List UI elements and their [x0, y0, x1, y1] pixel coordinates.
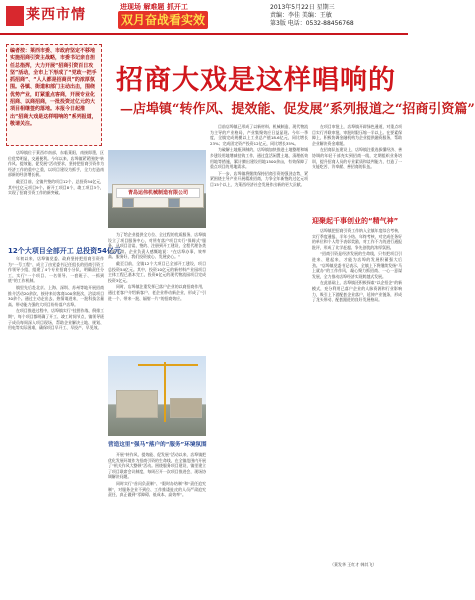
paragraph: 店埠镇位于莱西市南部，东临莱阳，南接即墨，区位优势明显，交通便利。今年以来，店埠镇紧紧围绕“转作风、提效能、促发展”活动要求，坚持把招商引资作为经济工作的重中之重，以项目建设为抓手，全力打造南部新的经济增长极。 [8, 150, 104, 178]
factory-sign: 青岛运伟机械制造有限公司 [116, 188, 200, 198]
date-text: 2013年5月22日 星期三 [270, 4, 335, 11]
column-2-bottom [108, 452, 206, 590]
paragraph: 下一步，店埠镇将继续保持招商引资的强劲态势，紧紧围绕主导产业开展精准招商，力争全年新签约过亿元项目15个以上，为莱西经济社会发展作出新的更大贡献。 [210, 170, 308, 187]
crane-jib [138, 364, 198, 366]
paragraph: 在此基础上，店埠镇还积极探索“以企招企”的新模式，充分利用已落户企业的人脉资源和行业影响力，吸引上下游配套企业落户，延伸产业链条，形成了龙头带动、配套跟进的良好发展格局。 [312, 280, 402, 303]
column-4-bottom [312, 228, 402, 558]
subheadline: —店埠镇“转作风、提效能、促发展”系列报道之“招商引资篇” [120, 102, 475, 117]
column-1-top [8, 150, 104, 244]
paragraph: 在招商队伍建设上，店埠镇注重选拔懂经济、善协调的年轻干部充实到招商一线，定期组织业务培训，提升招商人员的专业素质和谈判能力，打造了一支能吃苦、肯奉献、善招商的队伍。 [312, 147, 402, 170]
column-1-bottom [8, 256, 104, 590]
paragraph: 同时，店埠镇注重发挥已落户企业的以商招商作用，通过老客户介绍新客户、老企业带动新企业，形成了“引进一个、带来一批、辐射一片”的招商效应。 [108, 284, 206, 301]
factory-door [122, 198, 134, 208]
paragraph: “招商引资是经济发展的生命线，只有把项目引进来、建起来，才能为店埠的发展积蓄强大后劲。”店埠镇党委书记表示，全镇上下将继续发扬“马上就办”的工作作风，凝心聚力抓招商、一心一意谋发展，全力推动店埠经济实现跨越式发展。 [312, 251, 402, 279]
section-heading-2: 营造这里“强马”落户的“服务”环境氛围 [108, 442, 207, 448]
author-byline: （莱发华 王红才 韩其飞） [330, 562, 377, 567]
building-frame [170, 398, 202, 418]
paragraph: 为了给企业提供全方位、全过程的优质服务，店埠镇设立了项目服务中心，对所有落户项目实行“保姆式”服务，从项目洽谈、签约、注册到开工建设，全程代理各类审批手续。企业负责人感慨地说：“在店埠办事，效率高、服务好，我们投资放心、发展安心。” [108, 232, 206, 260]
factory-door [168, 198, 180, 208]
editor-text: 责编：李佳 美编：王敏 [270, 12, 332, 19]
dateline [270, 4, 354, 28]
editors-note-label: 编者按： [10, 48, 31, 54]
editors-note-text: 莱西市委、市政府坚定不移地实施招商引资主战略，市委书记亲自担任总指挥，大力开展“招商引资百日攻坚”活动，全市上下形成了“党政一把手抓招商”、“人人都是招商员”的浓厚氛围。各镇、街道和部门主动出击，围绕优势产业，盯紧重点客商，开展专业化招商、以商招商，一批投资过亿元的大项目相继签约落地。本报今日起推出“招商大戏是这样唱响的”系列报道，敬请关注。 [10, 48, 97, 127]
factory-photo [108, 150, 206, 228]
paragraph: 店埠镇把招商引资工作纳入全镇年度综合考核，实行季度通报、半年小结、年终考核，对完成任务好的单位和个人给予表彰奖励，对工作不力的进行通报批评，形成了比学赶超、争先创优的浓厚氛围。 [312, 228, 402, 250]
paragraph: 截至目前，全镇共签约项目12个，总投资54亿元，其中过亿元项目9个。新开工项目8个，竣工项目3个，实现了招商引资工作的新突破。 [8, 178, 104, 196]
paragraph: 截至目前，全镇12个大项目已全部开工建设，项目总投资54亿元。其中，投资10亿元的新材料产业园项目主体工程已基本完工，投资8亿元的现代物流园项目完成投资3亿元。 [108, 260, 206, 283]
paragraph: 年初以来，店埠镇党委、政府坚持把招商引资作为“一号工程”，成立了由党委书记任组长的招商引资工作领导小组，组建了4个专业招商小分队，明确责任分工，实行“一个项目、一名领导、一套班子、一抓到底”的工作机制。 [8, 256, 104, 284]
paragraph: 目前店埠镇已形成了以新材料、机械制造、现代物流为主导的产业格局，产业集聚效应日益显现。今年一季度，全镇完成规模以上工业总产值18.6亿元，同比增长23%；完成固定资产投资12亿元，同比增长35%。 [210, 124, 308, 146]
column-3 [210, 124, 308, 590]
crane-mast [164, 362, 166, 422]
column-2-top [108, 232, 206, 352]
building-frame [116, 390, 158, 418]
slogan-top: 进现场 解难题 抓开工 [120, 3, 188, 11]
masthead [0, 0, 408, 34]
section-heading-3: 迎聚起千事创业的“精气神” [312, 217, 399, 225]
paragraph: 为破解土地瓶颈制约，店埠镇加快推进土地整理和城乡建设用地增减挂钩工作，通过盘活闲置土地、清理低效用地等措施，累计腾出建设用地1500余亩，有效保障了重点项目的用地需求。 [210, 147, 308, 170]
headline: 招商大戏是这样唱响的 [116, 65, 396, 96]
paragraph: 在项目推进过程中，店埠镇实行“挂图作战、倒排工期”，每个项目都明确了开工、竣工时间节点，镇领导班子成员每周深入项目现场，帮助企业解决土地、规划、用电等实际困难，确保项目早开工、早投产、早见效。 [8, 308, 104, 331]
paragraph: 开展“转作风、提效能、促发展”活动以来，店埠镇把优化发展环境作为招商引资的生命线，在全镇范围内开展了“机关作风大整顿”活动。围绕服务项目建设，镇里建立了项目联席会议制度，每周召开一次项目推进会，现场协调解决问题。 [108, 452, 206, 480]
page-text: 第3版 电话：0532-88456768 [270, 20, 354, 27]
column-4-top [312, 124, 402, 212]
paragraph: 镇里先后赴北京、上海、深圳、苏州等地开展招商推介活动20余次，接待来访客商100余批次，洽谈项目30余个。通过主动走出去、热情请进来，一批科技含量高、带动能力强的大项目纷纷落户店埠。 [8, 284, 104, 307]
construction-photo [108, 356, 206, 436]
section-name: 莱西市情 [26, 7, 86, 23]
newspaper-logo-icon [6, 6, 24, 26]
section-heading-1: 12个大项目全部开工 总投资54亿元 [8, 247, 121, 255]
editors-note [6, 44, 102, 146]
paragraph: 在项目审批上，店埠镇开辟绿色通道，对重点项目实行并联审批，审批时限压缩一半以上。在要素保障上，积极协调金融机构为企业提供融资服务，帮助企业解决资金难题。 [312, 124, 402, 146]
paragraph: 同时实行“首问负责制”、“限时办结制”和“责任追究制”，对服务企业不到位、工作推诿扯皮的人员严肃追究责任，真正做到“零障碍、低成本、高效率”。 [108, 480, 206, 498]
header-rule [0, 33, 408, 35]
slogan-banner: 双月奋战看实效 [118, 11, 208, 29]
